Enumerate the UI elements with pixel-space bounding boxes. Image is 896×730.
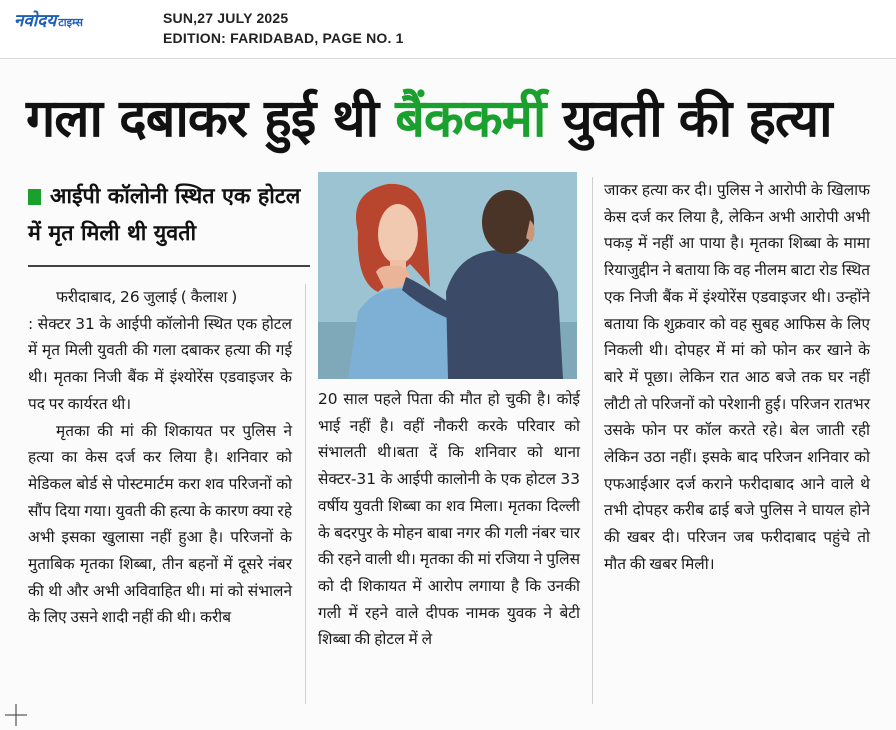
headline-highlight: बैंककर्मी [395,89,546,149]
logo-sub-text: टाइम्स [58,16,83,29]
column-divider [305,284,306,704]
paragraph: : सेक्टर 31 के आईपी कॉलोनी स्थित एक होटल में मृत मिली युवती की गला दबाकर हत्या की गई थी। मृतका निजी बैंक में इंश्योरेंस एडवाइजर के पद पर कार्यरत थी। [28,314,292,413]
man-head [482,190,534,254]
headline-part-1: गला दबाकर हुई थी [26,89,396,149]
edition-info: EDITION: FARIDABAD, PAGE NO. 1 [163,30,404,46]
paragraph: 20 साल पहले पिता की मौत हो चुकी है। कोई भाई नहीं है। वहीं नौकरी करके परिवार को संभालती थी।बता दें कि शनिवार को थाना सेक्टर-31 के आईपी कालोनी के एक होटल 33 वर्षीय युवती शिब्बा का शव मिला। मृतका दिल्ली के बदरपुर के मोहन बाबा नगर की गली नंबर चार की रहने वाली थी। मृतका की मां रजिया ने पुलिस को दी शिकायत में आरोप लगाया है कि उनकी गली में रहने वाले दीपक नामक युवक ने बेटी शिब्बा की होटल में ले [318,390,580,649]
dateline: फरीदाबाद, 26 जुलाई ( कैलाश ) [56,288,238,306]
paragraph: जाकर हत्या कर दी। पुलिस ने आरोपी के खिलाफ केस दर्ज कर लिया है, लेकिन अभी आरोपी अभी पकड़ में नहीं आ पाया है। मृतका शिब्बा के मामा रियाजुद्दीन ने बताया कि वह नीलम बाटा रोड स्थित एक निजी बैंक में इंश्योरेंस एडवाइजर थी। उन्होंने बताया कि शुक्रवार को वह सुबह आफिस के लिए निकली थी। दोपहर में मां को फोन कर खाने के बारे में पूछा। लेकिन रात आठ बजे तक घर नहीं लौटी तो परिजनों को परेशानी हुई। परिजन रातभर उसके फोन पर कॉल करते रहे। बेल जाती रही लेकिन उठा नहीं। इसके बाद परिजन शनिवार को एफआईआर दर्ज कराने फरीदाबाद आने वाले थे तभी दोपहर करीब ढाई बजे पुलिस ने घायल होने की खबर दी। परिजन जब फरीदाबाद पहुंचे तो मौत की खबर मिली। [604,181,870,573]
bullet-square-icon [28,189,41,205]
article-column-2 [318,386,580,706]
article-photo [318,172,577,379]
column-divider [592,177,593,704]
edition-date: SUN,27 JULY 2025 [163,10,289,26]
assault-illustration [318,172,577,379]
headline-part-2: युवती की हत्या [545,89,832,149]
article-column-3 [604,177,870,707]
subheadline-text: आईपी कॉलोनी स्थित एक होटल में मृत मिली थी युवती [28,184,301,246]
newspaper-logo[interactable] [14,8,140,30]
crosshair-icon [5,704,27,726]
edition-header [0,0,896,59]
subhead-divider [28,265,310,267]
woman-face [378,204,418,264]
logo-main-text: नवोदय [14,11,57,31]
headline [26,86,872,156]
paragraph: मृतका की मां की शिकायत पर पुलिस ने हत्या का केस दर्ज कर लिया है। शनिवार को मेडिकल बोर्ड से पोस्टमार्टम करा शव परिजनों को सौंप दिया गया। युवती की हत्या के कारण क्या रहे अभी इसका खुलासा नहीं हुआ है। परिजनों के मुताबिक मृतका शिब्बा, तीन बहनों में दूसरे नंबर की थी और अभी अविवाहित थी। मां को संभालने के लिए उसने शादी नहीं की थी। करीब [28,421,292,627]
article-column-1 [28,284,292,704]
subheadline [28,178,310,266]
